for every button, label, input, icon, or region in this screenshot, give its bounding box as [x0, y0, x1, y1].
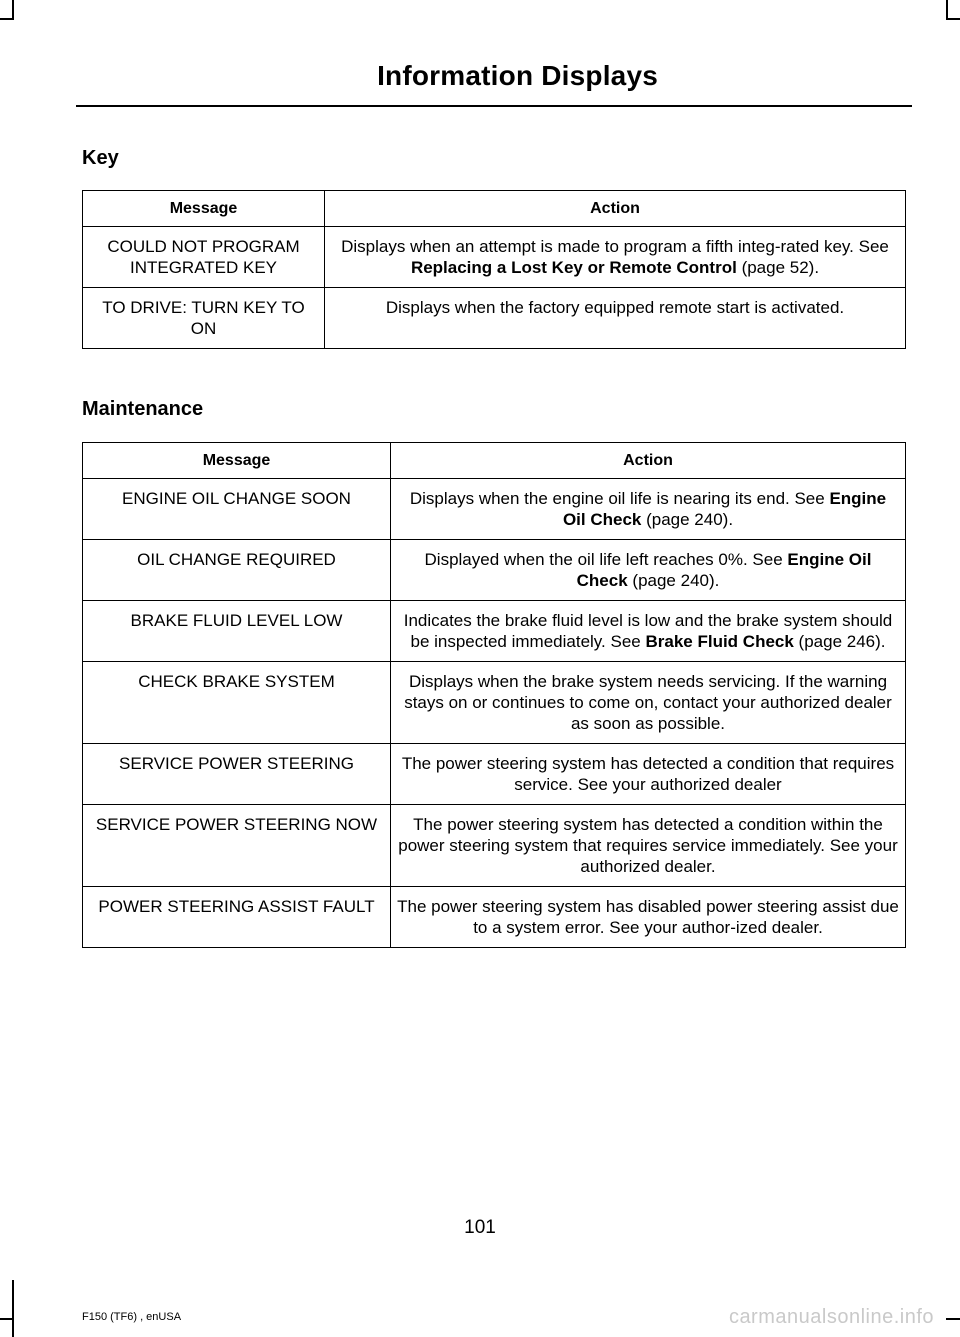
table-row	[83, 744, 906, 805]
message-cell: COULD NOT PROGRAM INTEGRATED KEY	[83, 227, 325, 288]
table-header-row	[83, 191, 906, 227]
crop-mark	[12, 0, 14, 20]
page-reference: (page 246).	[798, 632, 886, 651]
action-cell	[391, 805, 906, 887]
message-cell: CHECK BRAKE SYSTEM	[83, 662, 391, 744]
table-row	[83, 601, 906, 662]
crop-mark	[946, 18, 960, 20]
page-reference: (page 240).	[646, 510, 734, 529]
action-cell	[391, 662, 906, 744]
action-text: The power steering system has disabled power steering assist due to a system error. See your author-ized dealer.	[397, 897, 899, 937]
key-message-table	[82, 190, 906, 349]
action-text: Displays when the factory equipped remote start is activated.	[385, 298, 845, 317]
table-row	[83, 227, 906, 288]
cross-reference-link[interactable]: Brake Fluid Check	[645, 632, 794, 651]
message-cell: TO DRIVE: TURN KEY TO ON	[83, 288, 325, 349]
page-reference: (page 52).	[741, 258, 820, 277]
column-header-action: Action	[391, 443, 906, 479]
page-reference: (page 240).	[632, 571, 720, 590]
action-text: The power steering system has detected a condition within the power steering system that requires service immediately. See your authorized dealer.	[398, 815, 898, 876]
column-header-action: Action	[325, 191, 906, 227]
action-cell	[391, 887, 906, 948]
table-row	[83, 479, 906, 540]
message-cell: OIL CHANGE REQUIRED	[83, 540, 391, 601]
footer-model-code: F150 (TF6) , enUSA	[82, 1311, 182, 1323]
table-row	[83, 805, 906, 887]
crop-mark	[0, 18, 14, 20]
message-cell: POWER STEERING ASSIST FAULT	[83, 887, 391, 948]
action-text: Displays when the engine oil life is nearing its end. See	[409, 489, 825, 508]
action-text: Displays when the brake system needs servicing. If the warning stays on or continues to come on, contact your authorized dealer as soon as possible.	[404, 672, 892, 733]
action-text: Displays when an attempt is made to program a fifth integ-rated key. See	[341, 237, 889, 256]
maintenance-section-heading: Maintenance	[82, 398, 204, 420]
action-cell	[391, 601, 906, 662]
action-cell	[391, 744, 906, 805]
message-cell: SERVICE POWER STEERING	[83, 744, 391, 805]
action-cell	[325, 288, 906, 349]
key-section-heading: Key	[82, 147, 119, 169]
action-text: Indicates the brake fluid level is low and the brake system should be inspected immediately. See	[403, 611, 893, 651]
maintenance-message-table	[82, 442, 906, 948]
cross-reference-link[interactable]: Engine Oil Check	[562, 489, 887, 529]
column-header-message: Message	[83, 191, 325, 227]
page-number: 101	[464, 1217, 496, 1238]
header-divider	[76, 105, 912, 107]
message-cell: BRAKE FLUID LEVEL LOW	[83, 601, 391, 662]
column-header-message: Message	[83, 443, 391, 479]
page-title: Information Displays	[377, 60, 658, 91]
table-header-row	[83, 443, 906, 479]
action-cell	[391, 479, 906, 540]
message-cell: SERVICE POWER STEERING NOW	[83, 805, 391, 887]
watermark: carmanualsonline.info	[728, 1306, 934, 1328]
crop-mark	[0, 1318, 14, 1320]
table-row	[83, 540, 906, 601]
action-cell	[391, 540, 906, 601]
action-text: The power steering system has detected a condition that requires service. See your authorized dealer	[401, 754, 895, 794]
crop-mark	[946, 0, 948, 20]
table-row	[83, 887, 906, 948]
cross-reference-link[interactable]: Replacing a Lost Key or Remote Control	[410, 258, 737, 277]
crop-mark	[946, 1318, 960, 1320]
message-cell: ENGINE OIL CHANGE SOON	[83, 479, 391, 540]
action-text: Displayed when the oil life left reaches 0%. See	[424, 550, 783, 569]
action-cell	[325, 227, 906, 288]
cross-reference-link[interactable]: Engine Oil Check	[576, 550, 872, 590]
table-row	[83, 288, 906, 349]
crop-mark	[12, 1280, 14, 1337]
table-row	[83, 662, 906, 744]
